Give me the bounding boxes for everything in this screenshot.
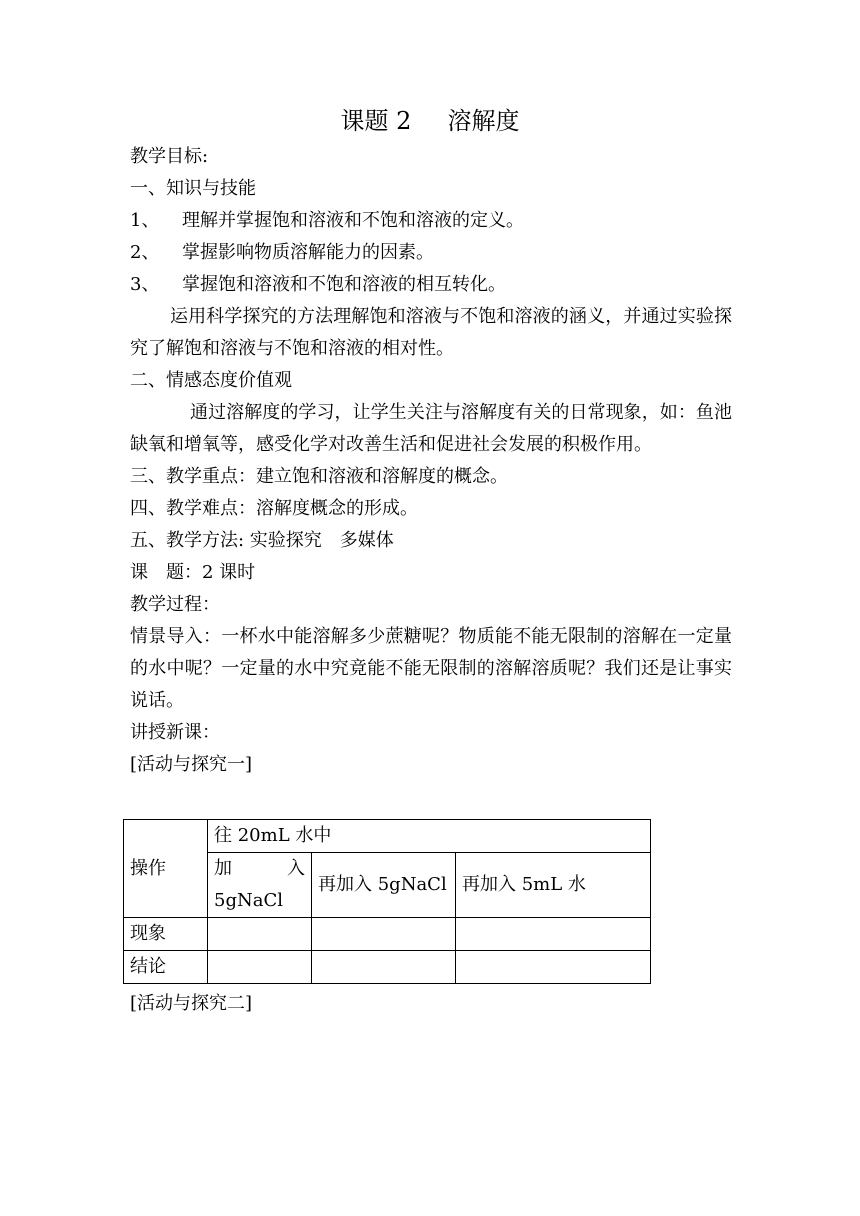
paragraph-inquiry: 运用科学探究的方法理解饱和溶液与不饱和溶液的涵义，并通过实验探究了解饱和溶液与不饱和溶液的相对性。 [130, 306, 732, 359]
document-body [130, 141, 732, 781]
list-item-text: 掌握饱和溶液和不饱和溶液的相互转化。 [182, 274, 506, 295]
table-cell-empty [312, 951, 456, 984]
paragraph-intro: 情景导入：一杯水中能溶解多少蔗糖呢？物质能不能无限制的溶解在一定量的水中呢？一定量的水中究竟能不能无限制的溶解溶质呢？我们还是让事实说话。 [130, 626, 732, 711]
step1-bottom-line: 5gNaCl [214, 890, 283, 911]
table-cell-step1 [208, 853, 312, 918]
table-cell-phenomenon-label: 现象 [124, 918, 208, 951]
table-cell-empty [208, 951, 312, 984]
list-item-number: 3、 [130, 274, 160, 295]
section-difficulties: 四、教学难点：溶解度概念的形成。 [130, 498, 418, 519]
new-lesson-heading: 讲授新课： [130, 722, 220, 743]
list-item-number: 2、 [130, 242, 160, 263]
section-attitude-values: 二、情感态度价值观 [130, 370, 292, 391]
activity-two-heading: [活动与探究二] [130, 993, 253, 1014]
table-cell-header: 往 20mL 水中 [208, 820, 651, 853]
step1-top-line [214, 853, 305, 885]
table-row [124, 918, 651, 951]
lesson-hours: 课 题：2 课时 [130, 562, 256, 583]
table-cell-operation-label: 操作 [124, 820, 208, 918]
step1-word-b: 入 [287, 858, 305, 879]
table-row [124, 820, 651, 853]
section-methods: 五、教学方法: 实验探究 多媒体 [130, 530, 394, 551]
table-cell-empty [208, 918, 312, 951]
section-key-points: 三、教学重点：建立饱和溶液和溶解度的概念。 [130, 466, 508, 487]
list-item [130, 269, 732, 301]
process-heading: 教学过程： [130, 594, 220, 615]
list-item-text: 理解并掌握饱和溶液和不饱和溶液的定义。 [182, 210, 524, 231]
table-cell-step3: 再加入 5mL 水 [456, 853, 651, 918]
paragraph-attitude: 通过溶解度的学习，让学生关注与溶解度有关的日常现象，如：鱼池缺氧和增氧等，感受化学对改善生活和促进社会发展的积极作用。 [130, 402, 732, 455]
table-cell-conclusion-label: 结论 [124, 951, 208, 984]
table-cell-empty [456, 918, 651, 951]
section-knowledge-skills: 一、知识与技能 [130, 178, 256, 199]
table-cell-step2: 再加入 5gNaCl [312, 853, 456, 918]
activity-table [123, 819, 651, 984]
table-cell-empty [312, 918, 456, 951]
list-item [130, 205, 732, 237]
list-item [130, 237, 732, 269]
list-item-text: 掌握影响物质溶解能力的因素。 [182, 242, 434, 263]
table-row [124, 951, 651, 984]
table-cell-empty [456, 951, 651, 984]
list-item-number: 1、 [130, 210, 160, 231]
activity-one-heading: [活动与探究一] [130, 754, 253, 775]
page-title [0, 103, 860, 139]
step1-word-a: 加 [214, 858, 232, 879]
title-prefix: 课题 2 [340, 107, 412, 135]
title-main: 溶解度 [447, 107, 520, 135]
objectives-heading: 教学目标: [130, 146, 209, 167]
